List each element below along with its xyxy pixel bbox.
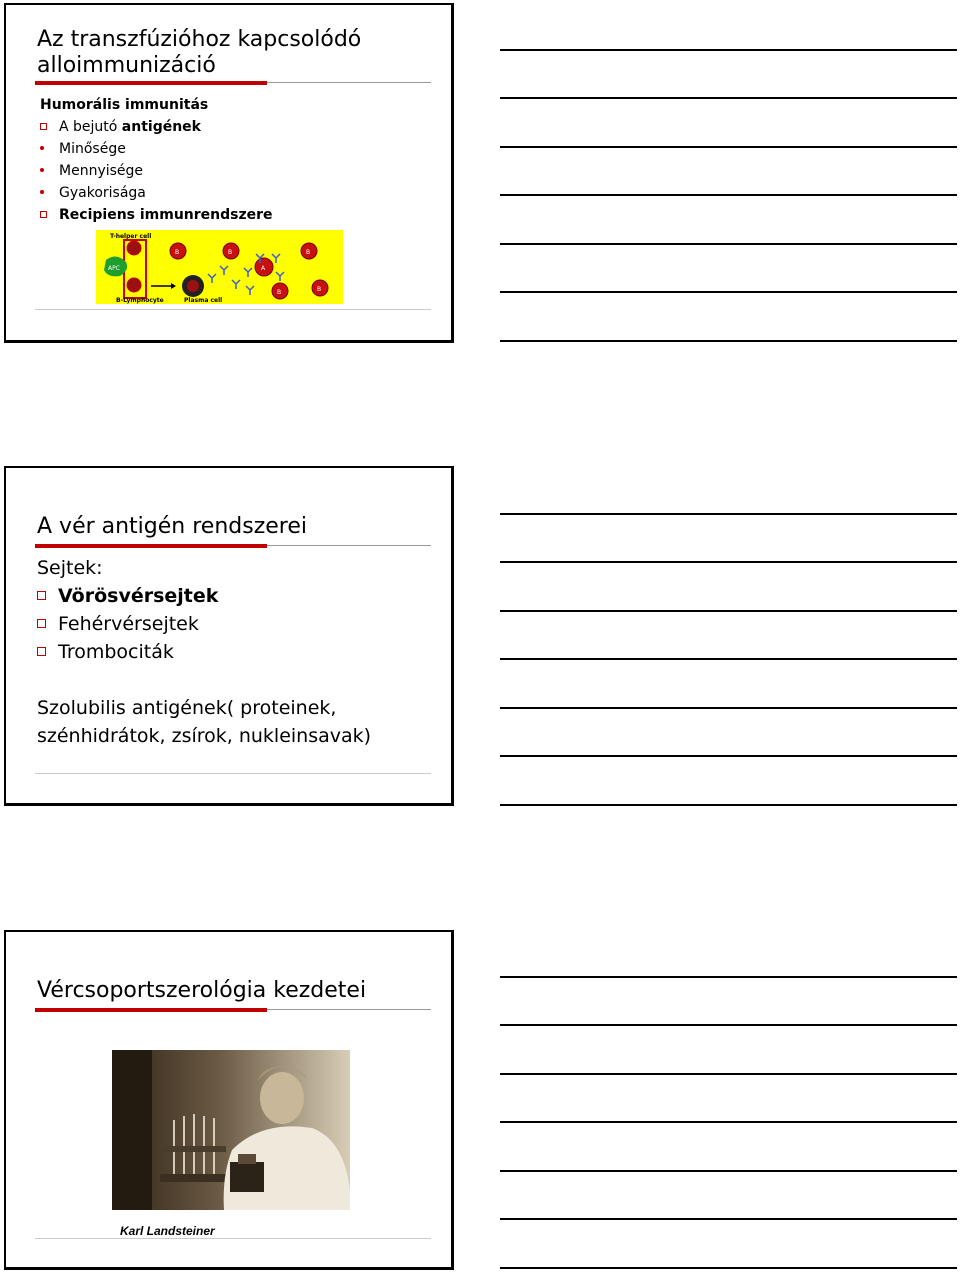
slide-footer-line — [35, 309, 431, 310]
slide-1-heading: Humorális immunitás — [40, 97, 209, 113]
slide-1-title-line-2: alloimmunizáció — [37, 53, 216, 78]
slide-2-paragraph: Szolubilis antigének( proteinek, szénhidrátok, zsírok, nukleinsavak) — [37, 697, 372, 747]
square-bullet-icon — [40, 123, 47, 130]
apc-label: APC — [108, 265, 120, 272]
slide-2-list — [37, 554, 218, 666]
list-item: A bejutó antigének — [40, 116, 273, 138]
dot-bullet-icon — [40, 190, 44, 194]
slide-1 — [4, 3, 454, 343]
list-item: Recipiens immunrendszere — [40, 204, 273, 226]
b-lymphocyte-icon — [127, 278, 141, 292]
svg-text:B: B — [175, 249, 180, 256]
slide-1-title-line-1: Az transzfúzióhoz kapcsolódó — [37, 27, 362, 52]
square-bullet-icon — [37, 591, 46, 600]
b-lymphocyte-label: B-Lymphocyte — [116, 297, 164, 304]
list-item: Fehérvérsejtek — [37, 610, 218, 638]
list-item: Trombociták — [37, 638, 218, 666]
svg-text:B: B — [277, 289, 282, 296]
title-rule — [35, 81, 431, 85]
dot-bullet-icon — [40, 146, 44, 150]
slide-2-label: Sejtek: — [37, 557, 103, 579]
svg-text:A: A — [261, 265, 266, 272]
slide-1-list — [40, 94, 273, 226]
list-item: Minősége — [40, 138, 273, 160]
t-helper-cell-icon — [127, 241, 141, 255]
slide-3-title: Vércsoportszerológia kezdetei — [37, 978, 367, 1003]
list-item: Vörösvérsejtek — [37, 582, 218, 610]
title-rule — [35, 1008, 431, 1012]
slide-2-title: A vér antigén rendszerei — [37, 514, 307, 539]
photo-caption: Karl Landsteiner — [120, 1224, 215, 1238]
square-bullet-icon — [37, 647, 46, 656]
slide-3 — [4, 930, 454, 1270]
slide-footer-line — [35, 773, 431, 774]
svg-text:B: B — [317, 286, 322, 293]
slide-2 — [4, 466, 454, 806]
dot-bullet-icon — [40, 168, 44, 172]
plasma-cell-label: Plasma cell — [184, 297, 223, 304]
t-helper-label: T-helper cell — [110, 233, 152, 240]
list-item: Gyakorisága — [40, 182, 273, 204]
title-rule — [35, 544, 431, 548]
immune-response-diagram — [96, 230, 351, 304]
landsteiner-photo — [112, 1050, 350, 1210]
slide-footer-line — [35, 1238, 431, 1239]
svg-text:B: B — [306, 249, 311, 256]
slide-1-title — [37, 27, 361, 79]
list-item: Mennyisége — [40, 160, 273, 182]
square-bullet-icon — [37, 619, 46, 628]
square-bullet-icon — [40, 211, 47, 218]
svg-text:B: B — [228, 249, 233, 256]
